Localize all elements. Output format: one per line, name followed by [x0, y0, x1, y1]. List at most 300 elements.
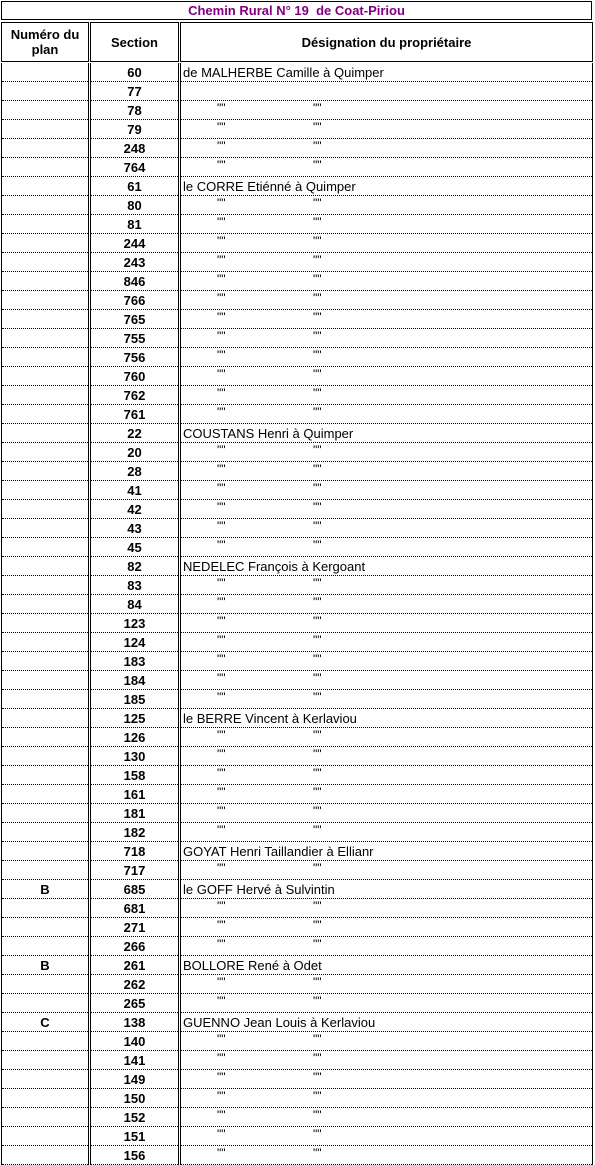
ditto-mark: ""	[313, 538, 322, 552]
owner-cell	[181, 652, 592, 671]
owner-cell: NEDELEC François à Kergoant	[181, 557, 592, 576]
owner-cell	[181, 405, 592, 424]
section-cell: 151	[91, 1127, 178, 1146]
plan-number-cell	[2, 310, 88, 329]
plan-number-cell	[2, 861, 88, 880]
section-cell: 125	[91, 709, 178, 728]
table-row	[0, 1127, 595, 1146]
owner-cell: BOLLORE René à Odet	[181, 956, 592, 975]
table-row	[0, 671, 595, 690]
owner-cell: GOYAT Henri Taillandier à Ellianr	[181, 842, 592, 861]
table-row	[0, 1032, 595, 1051]
ditto-mark: ""	[217, 215, 226, 229]
plan-number-cell	[2, 500, 88, 519]
owner-cell	[181, 1089, 592, 1108]
section-cell: 61	[91, 177, 178, 196]
plan-number-cell	[2, 557, 88, 576]
ditto-mark: ""	[313, 272, 322, 286]
table-row	[0, 291, 595, 310]
ditto-mark: ""	[313, 462, 322, 476]
owner-cell	[181, 158, 592, 177]
ditto-mark: ""	[313, 975, 322, 989]
ditto-mark: ""	[313, 329, 322, 343]
section-cell: 138	[91, 1013, 178, 1032]
section-cell: 765	[91, 310, 178, 329]
section-cell: 248	[91, 139, 178, 158]
section-cell: 181	[91, 804, 178, 823]
owner-cell	[181, 766, 592, 785]
owner-cell	[181, 196, 592, 215]
owner-cell	[181, 253, 592, 272]
ditto-mark: ""	[313, 671, 322, 685]
table-row	[0, 234, 595, 253]
table-row	[0, 614, 595, 633]
ditto-mark: ""	[217, 1070, 226, 1084]
plan-number-cell	[2, 329, 88, 348]
owner-cell	[181, 937, 592, 956]
table-row	[0, 519, 595, 538]
ditto-mark: ""	[217, 1108, 226, 1122]
plan-number-cell	[2, 367, 88, 386]
plan-number-cell	[2, 728, 88, 747]
section-cell: 271	[91, 918, 178, 937]
plan-number-cell	[2, 462, 88, 481]
ditto-mark: ""	[217, 1051, 226, 1065]
table-row	[0, 633, 595, 652]
ditto-mark: ""	[313, 1070, 322, 1084]
owner-cell	[181, 690, 592, 709]
plan-number-cell	[2, 766, 88, 785]
plan-number-cell	[2, 234, 88, 253]
plan-number-cell	[2, 1146, 88, 1165]
table-row	[0, 310, 595, 329]
table-row	[0, 937, 595, 956]
owner-cell	[181, 899, 592, 918]
plan-number-cell	[2, 576, 88, 595]
table-row	[0, 861, 595, 880]
plan-number-cell	[2, 614, 88, 633]
plan-number-cell	[2, 1127, 88, 1146]
owner-cell	[181, 614, 592, 633]
ditto-mark: ""	[313, 500, 322, 514]
section-cell: 762	[91, 386, 178, 405]
ditto-mark: ""	[313, 139, 322, 153]
section-cell: 41	[91, 481, 178, 500]
plan-number-cell	[2, 519, 88, 538]
table-row	[0, 348, 595, 367]
ditto-mark: ""	[217, 500, 226, 514]
ditto-mark: ""	[313, 519, 322, 533]
section-cell: 718	[91, 842, 178, 861]
section-cell: 83	[91, 576, 178, 595]
table-row	[0, 120, 595, 139]
table-row	[0, 215, 595, 234]
table-row	[0, 1146, 595, 1165]
ditto-mark: ""	[313, 652, 322, 666]
ditto-mark: ""	[313, 348, 322, 362]
ditto-mark: ""	[217, 804, 226, 818]
owner-cell	[181, 272, 592, 291]
owner-cell	[181, 633, 592, 652]
table-row	[0, 975, 595, 994]
owner-cell: COUSTANS Henri à Quimper	[181, 424, 592, 443]
ditto-mark: ""	[313, 310, 322, 324]
table-row	[0, 63, 595, 82]
owner-cell	[181, 823, 592, 842]
ditto-mark: ""	[217, 1127, 226, 1141]
ditto-mark: ""	[313, 1108, 322, 1122]
plan-number-cell: B	[2, 956, 88, 975]
owner-cell	[181, 291, 592, 310]
plan-number-cell	[2, 348, 88, 367]
table-row	[0, 595, 595, 614]
owner-cell	[181, 348, 592, 367]
owner-cell: le CORRE Etiénné à Quimper	[181, 177, 592, 196]
ditto-mark: ""	[313, 443, 322, 457]
ditto-mark: ""	[313, 253, 322, 267]
table-row	[0, 918, 595, 937]
section-cell: 152	[91, 1108, 178, 1127]
section-cell: 141	[91, 1051, 178, 1070]
ditto-mark: ""	[217, 576, 226, 590]
ditto-mark: ""	[217, 994, 226, 1008]
plan-number-cell	[2, 215, 88, 234]
ditto-mark: ""	[217, 519, 226, 533]
section-cell: 28	[91, 462, 178, 481]
plan-number-cell	[2, 690, 88, 709]
section-cell: 266	[91, 937, 178, 956]
ditto-mark: ""	[217, 367, 226, 381]
table-row	[0, 82, 595, 101]
section-cell: 185	[91, 690, 178, 709]
section-cell: 84	[91, 595, 178, 614]
section-cell: 183	[91, 652, 178, 671]
ditto-mark: ""	[217, 614, 226, 628]
ditto-mark: ""	[217, 462, 226, 476]
owner-cell	[181, 139, 592, 158]
section-cell: 161	[91, 785, 178, 804]
plan-number-cell	[2, 937, 88, 956]
ditto-mark: ""	[217, 1089, 226, 1103]
plan-number-cell	[2, 291, 88, 310]
ditto-mark: ""	[313, 405, 322, 419]
ditto-mark: ""	[217, 481, 226, 495]
plan-number-cell	[2, 443, 88, 462]
plan-number-cell	[2, 1051, 88, 1070]
plan-number-cell	[2, 842, 88, 861]
table-row	[0, 272, 595, 291]
plan-number-cell	[2, 101, 88, 120]
section-cell: 265	[91, 994, 178, 1013]
ditto-mark: ""	[217, 329, 226, 343]
header-owner: Désignation du propriétaire	[180, 22, 593, 62]
ditto-mark: ""	[217, 386, 226, 400]
ditto-mark: ""	[217, 899, 226, 913]
plan-number-cell	[2, 747, 88, 766]
plan-number-cell	[2, 1032, 88, 1051]
owner-cell	[181, 120, 592, 139]
owner-cell	[181, 386, 592, 405]
section-cell: 150	[91, 1089, 178, 1108]
ditto-mark: ""	[313, 291, 322, 305]
owner-cell	[181, 785, 592, 804]
owner-cell	[181, 595, 592, 614]
table-row	[0, 804, 595, 823]
owner-cell	[181, 82, 592, 101]
ditto-mark: ""	[217, 196, 226, 210]
plan-number-cell	[2, 139, 88, 158]
table-row	[0, 158, 595, 177]
table-row	[0, 443, 595, 462]
ditto-mark: ""	[217, 1146, 226, 1160]
table-row	[0, 538, 595, 557]
owner-cell	[181, 101, 592, 120]
table-row	[0, 139, 595, 158]
owner-cell	[181, 1070, 592, 1089]
owner-cell	[181, 500, 592, 519]
section-cell: 79	[91, 120, 178, 139]
ditto-mark: ""	[217, 975, 226, 989]
ditto-mark: ""	[313, 120, 322, 134]
ditto-mark: ""	[217, 443, 226, 457]
section-cell: 20	[91, 443, 178, 462]
table-row	[0, 253, 595, 272]
table-row	[0, 880, 595, 899]
section-cell: 124	[91, 633, 178, 652]
ditto-mark: ""	[217, 861, 226, 875]
section-cell: 760	[91, 367, 178, 386]
ditto-mark: ""	[217, 139, 226, 153]
section-cell: 149	[91, 1070, 178, 1089]
ditto-mark: ""	[217, 785, 226, 799]
table-row	[0, 842, 595, 861]
table-row	[0, 823, 595, 842]
plan-number-cell	[2, 899, 88, 918]
plan-number-cell	[2, 196, 88, 215]
owner-cell	[181, 481, 592, 500]
owner-cell	[181, 538, 592, 557]
plan-number-cell	[2, 177, 88, 196]
section-cell: 184	[91, 671, 178, 690]
table-row	[0, 1108, 595, 1127]
plan-number-cell	[2, 158, 88, 177]
owner-cell	[181, 462, 592, 481]
section-cell: 81	[91, 215, 178, 234]
ditto-mark: ""	[217, 823, 226, 837]
table-row	[0, 424, 595, 443]
table-row	[0, 196, 595, 215]
owner-cell	[181, 918, 592, 937]
plan-number-cell: B	[2, 880, 88, 899]
plan-number-cell	[2, 405, 88, 424]
ditto-mark: ""	[217, 633, 226, 647]
owner-cell	[181, 1146, 592, 1165]
ditto-mark: ""	[217, 405, 226, 419]
section-cell: 22	[91, 424, 178, 443]
table-row	[0, 899, 595, 918]
section-cell: 156	[91, 1146, 178, 1165]
ditto-mark: ""	[313, 1089, 322, 1103]
plan-number-cell	[2, 386, 88, 405]
ditto-mark: ""	[313, 595, 322, 609]
plan-number-cell	[2, 272, 88, 291]
ditto-mark: ""	[217, 747, 226, 761]
ditto-mark: ""	[217, 595, 226, 609]
owner-cell	[181, 234, 592, 253]
plan-number-cell	[2, 538, 88, 557]
owner-cell	[181, 1108, 592, 1127]
table-row	[0, 367, 595, 386]
owner-cell: le BERRE Vincent à Kerlaviou	[181, 709, 592, 728]
plan-number-cell	[2, 1070, 88, 1089]
ditto-mark: ""	[313, 747, 322, 761]
ditto-mark: ""	[217, 101, 226, 115]
section-cell: 243	[91, 253, 178, 272]
table-row	[0, 177, 595, 196]
plan-number-cell	[2, 424, 88, 443]
table-row	[0, 1051, 595, 1070]
owner-cell	[181, 975, 592, 994]
owner-cell	[181, 576, 592, 595]
owner-cell: le GOFF Hervé à Sulvintin	[181, 880, 592, 899]
section-cell: 262	[91, 975, 178, 994]
table-row	[0, 329, 595, 348]
ditto-mark: ""	[217, 1032, 226, 1046]
table-row	[0, 576, 595, 595]
ditto-mark: ""	[217, 234, 226, 248]
table-row	[0, 1070, 595, 1089]
section-cell: 80	[91, 196, 178, 215]
table-row	[0, 557, 595, 576]
plan-number-cell	[2, 709, 88, 728]
ditto-mark: ""	[217, 310, 226, 324]
section-cell: 681	[91, 899, 178, 918]
section-cell: 42	[91, 500, 178, 519]
table-row	[0, 1089, 595, 1108]
plan-number-cell	[2, 918, 88, 937]
table-row	[0, 500, 595, 519]
header-section: Section	[90, 22, 179, 62]
ditto-mark: ""	[313, 804, 322, 818]
table-row	[0, 405, 595, 424]
section-cell: 43	[91, 519, 178, 538]
table-row	[0, 652, 595, 671]
ditto-mark: ""	[313, 576, 322, 590]
table-row	[0, 747, 595, 766]
ditto-mark: ""	[313, 785, 322, 799]
section-cell: 45	[91, 538, 178, 557]
section-cell: 766	[91, 291, 178, 310]
table-row	[0, 709, 595, 728]
ditto-mark: ""	[313, 367, 322, 381]
plan-number-cell	[2, 1108, 88, 1127]
plan-number-cell	[2, 633, 88, 652]
section-cell: 77	[91, 82, 178, 101]
table-row	[0, 481, 595, 500]
ditto-mark: ""	[313, 861, 322, 875]
ditto-mark: ""	[217, 158, 226, 172]
owner-cell	[181, 728, 592, 747]
plan-number-cell	[2, 994, 88, 1013]
plan-number-cell	[2, 671, 88, 690]
section-cell: 756	[91, 348, 178, 367]
ditto-mark: ""	[313, 1127, 322, 1141]
ditto-mark: ""	[217, 253, 226, 267]
ditto-mark: ""	[217, 918, 226, 932]
owner-cell	[181, 1051, 592, 1070]
ditto-mark: ""	[217, 671, 226, 685]
ditto-mark: ""	[217, 728, 226, 742]
plan-number-cell	[2, 120, 88, 139]
ditto-mark: ""	[313, 823, 322, 837]
ditto-mark: ""	[217, 937, 226, 951]
owner-cell: de MALHERBE Camille à Quimper	[181, 63, 592, 82]
section-cell: 78	[91, 101, 178, 120]
ditto-mark: ""	[217, 766, 226, 780]
ditto-mark: ""	[313, 918, 322, 932]
table-row	[0, 766, 595, 785]
owner-cell	[181, 519, 592, 538]
owner-cell	[181, 861, 592, 880]
section-cell: 82	[91, 557, 178, 576]
header-plan-number: Numéro du plan	[1, 22, 89, 62]
table-row	[0, 386, 595, 405]
owner-cell	[181, 367, 592, 386]
page-title: Chemin Rural N° 19 de Coat-Piriou	[1, 1, 592, 20]
section-cell: 244	[91, 234, 178, 253]
ditto-mark: ""	[217, 690, 226, 704]
ditto-mark: ""	[313, 234, 322, 248]
section-cell: 717	[91, 861, 178, 880]
plan-number-cell	[2, 1089, 88, 1108]
owner-cell	[181, 994, 592, 1013]
owner-cell: GUENNO Jean Louis à Kerlaviou	[181, 1013, 592, 1032]
plan-number-cell	[2, 804, 88, 823]
table-row	[0, 956, 595, 975]
section-cell: 158	[91, 766, 178, 785]
plan-number-cell	[2, 82, 88, 101]
ditto-mark: ""	[313, 690, 322, 704]
owner-cell	[181, 747, 592, 766]
section-cell: 261	[91, 956, 178, 975]
ditto-mark: ""	[217, 538, 226, 552]
owner-cell	[181, 804, 592, 823]
ditto-mark: ""	[217, 348, 226, 362]
table-row	[0, 690, 595, 709]
ditto-mark: ""	[313, 481, 322, 495]
plan-number-cell	[2, 481, 88, 500]
plan-number-cell	[2, 785, 88, 804]
table-body	[0, 63, 595, 1165]
plan-number-cell	[2, 595, 88, 614]
section-cell: 130	[91, 747, 178, 766]
owner-cell	[181, 671, 592, 690]
ditto-mark: ""	[313, 1146, 322, 1160]
ditto-mark: ""	[217, 272, 226, 286]
table-row	[0, 994, 595, 1013]
plan-number-cell	[2, 975, 88, 994]
plan-number-cell	[2, 253, 88, 272]
section-cell: 761	[91, 405, 178, 424]
ditto-mark: ""	[217, 120, 226, 134]
ditto-mark: ""	[313, 215, 322, 229]
section-cell: 755	[91, 329, 178, 348]
table-row	[0, 462, 595, 481]
ditto-mark: ""	[313, 937, 322, 951]
ditto-mark: ""	[313, 633, 322, 647]
plan-number-cell	[2, 63, 88, 82]
owner-cell	[181, 329, 592, 348]
